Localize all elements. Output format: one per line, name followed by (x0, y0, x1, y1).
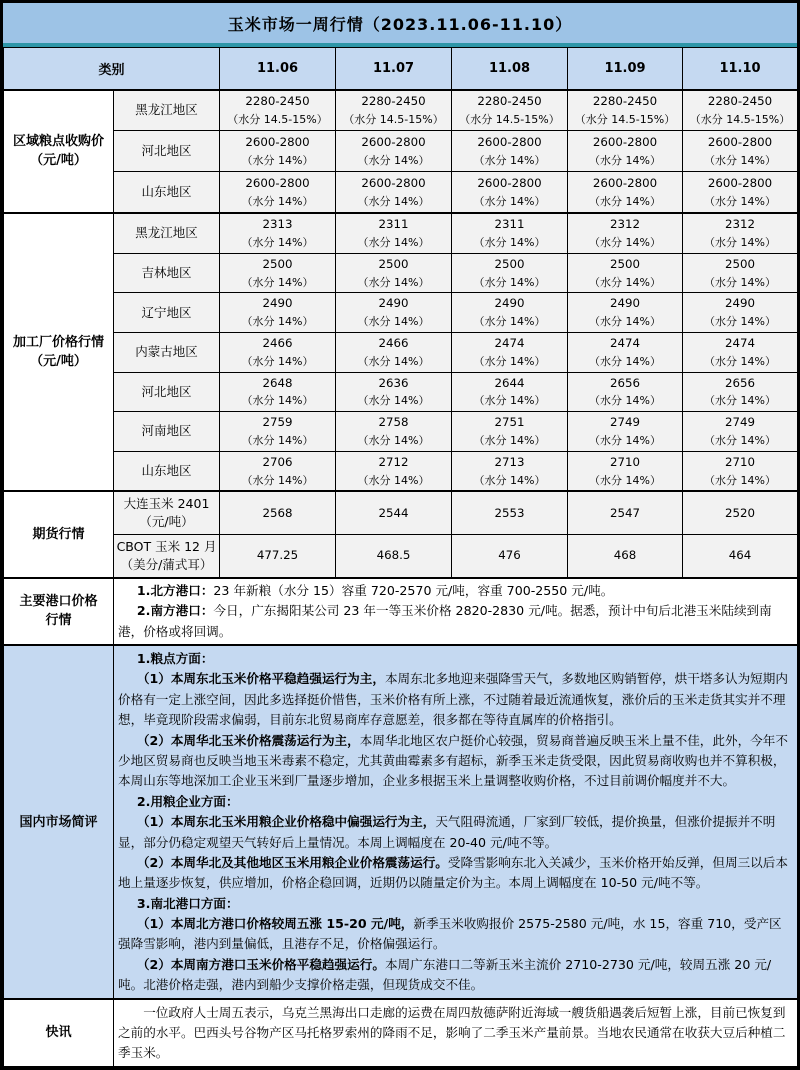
moisture-note: （水分 14%） (589, 434, 661, 448)
section-label-ports: 主要港口价格 行情 (4, 578, 114, 645)
price-value: 468 (613, 548, 637, 563)
moisture-note: （水分 14%） (357, 194, 430, 208)
moisture-note: （水分 14%） (357, 235, 430, 249)
price-value: 2553 (494, 505, 525, 520)
moisture-note: （水分 14%） (473, 434, 546, 448)
price-cell (220, 491, 336, 534)
category-header: 类别 (4, 48, 220, 90)
row-label: 内蒙古地区 (114, 332, 220, 372)
price-cell (336, 293, 452, 333)
price-cell (336, 131, 452, 172)
price-value: 2600-2800 (361, 135, 426, 150)
price-cell (683, 412, 798, 452)
paragraph: （1）本周东北玉米用粮企业价格稳中偏强运行为主，天气阻碍流通，厂家到厂较低，提价换量，但涨价提振并不明显，部分仍稳定观望天气转好后上量情况。本周上调幅度在 20-40 元/吨不等。 (118, 814, 776, 850)
price-cell (336, 412, 452, 452)
price-cell (568, 172, 683, 213)
price-cell (336, 372, 452, 412)
price-cell (568, 372, 683, 412)
date-header-5: 11.10 (683, 48, 798, 90)
price-cell (568, 253, 683, 293)
table-row (4, 213, 798, 253)
price-cell (452, 253, 568, 293)
price-cell (568, 535, 683, 578)
price-value: 2600-2800 (245, 135, 310, 150)
header-row (4, 48, 798, 90)
paragraph: （2）本周南方港口玉米价格平稳趋强运行。本周广东港口二等新玉米主流价 2710-2730 元/吨，较周五涨 20 元/吨。北港价格走强，港内到船少支撑价格走强，但现货成交不佳。 (118, 956, 772, 993)
price-cell (568, 332, 683, 372)
page-title: 玉米市场一周行情（2023.11.06-11.10） (3, 3, 797, 43)
price-value: 476 (498, 548, 521, 563)
price-cell (336, 90, 452, 131)
price-value: 2500 (494, 256, 525, 271)
paragraph: （1）本周北方港口价格较周五涨 15-20 元/吨，新季玉米收购报价 2575-2580 元/吨，水 15，容重 710，受产区强降雪影响，港内到量偏低，且港存不足，价格偏强运行。 (118, 916, 782, 952)
section-label-review: 国内市场简评 (4, 645, 114, 999)
price-cell (452, 451, 568, 491)
row-label: 河北地区 (114, 372, 220, 412)
moisture-note: （水分 14%） (589, 394, 661, 408)
row-label: 山东地区 (114, 172, 220, 213)
price-cell (336, 172, 452, 213)
paragraph: （1）本周东北玉米价格平稳趋强运行为主，本周东北多地迎来强降雪天气，多数地区购销暂停，烘干塔多认为短期内价格有一定上涨空间，因此多选择挺价惜售，玉米价格有所上涨，不过随着最近流通恢复，涨价后的玉米走货其实并不理想，毕竟现阶段需求偏弱，目前东北贸易商库存意愿差，很多都在等待直属库的价格指引。 (118, 671, 788, 728)
news-content (114, 999, 798, 1066)
price-value: 2466 (262, 335, 293, 350)
price-cell (220, 213, 336, 253)
price-cell (336, 253, 452, 293)
date-header-2: 11.07 (336, 48, 452, 90)
price-cell (336, 491, 452, 534)
moisture-note: （水分 14%） (589, 153, 661, 167)
table-row (4, 90, 798, 131)
price-cell (683, 491, 798, 534)
price-cell (568, 412, 683, 452)
moisture-note: （水分 14%） (357, 473, 430, 487)
moisture-note: （水分 14%） (473, 194, 546, 208)
price-value: 2568 (262, 505, 293, 520)
price-cell (452, 131, 568, 172)
row-label: 辽宁地区 (114, 293, 220, 333)
row-label: 黑龙江地区 (114, 213, 220, 253)
table-row (4, 131, 798, 172)
moisture-note: （水分 14%） (473, 235, 546, 249)
table-row (4, 372, 798, 412)
price-value: 2656 (610, 375, 641, 390)
section-label-futures: 期货行情 (4, 491, 114, 577)
moisture-note: （水分 14%） (704, 394, 776, 408)
moisture-note: （水分 14%） (704, 194, 776, 208)
table-row (4, 999, 798, 1066)
moisture-note: （水分 14%） (704, 473, 776, 487)
price-value: 2600-2800 (707, 135, 773, 150)
moisture-note: （水分 14.5-15%） (689, 112, 791, 126)
price-value: 2280-2450 (592, 94, 658, 109)
price-cell (683, 172, 798, 213)
price-cell (452, 90, 568, 131)
table-row (4, 172, 798, 213)
review-content (114, 645, 798, 999)
price-cell (452, 213, 568, 253)
paragraph: 3.南北港口方面： (136, 895, 239, 911)
price-value: 2280-2450 (707, 94, 773, 109)
moisture-note: （水分 14%） (704, 434, 776, 448)
price-cell (452, 535, 568, 578)
section-label-grain: 区域粮点收购价 （元/吨） (4, 90, 114, 214)
moisture-note: （水分 14%） (704, 275, 776, 289)
moisture-note: （水分 14%） (241, 434, 314, 448)
moisture-note: （水分 14%） (589, 235, 661, 249)
moisture-note: （水分 14.5-15%） (574, 112, 676, 126)
price-value: 2311 (378, 217, 409, 232)
price-value: 2749 (725, 415, 756, 430)
price-value: 2600-2800 (477, 135, 542, 150)
moisture-note: （水分 14%） (704, 153, 776, 167)
price-value: 2600-2800 (592, 135, 658, 150)
moisture-note: （水分 14%） (241, 275, 314, 289)
moisture-note: （水分 14%） (241, 315, 314, 329)
price-value: 2474 (610, 335, 641, 350)
row-label: 山东地区 (114, 451, 220, 491)
moisture-note: （水分 14%） (241, 473, 314, 487)
price-value: 2490 (725, 296, 756, 311)
paragraph: 一位政府人士周五表示，乌克兰黑海出口走廊的运费在周四敖德萨附近海域一艘货船遇袭后短暂上涨，目前已恢复到之前的水平。巴西头号谷物产区马托格罗索州的降雨不足，影响了二季玉米产量前景。当地农民通常在收获大豆后种植二季玉米。 (118, 1004, 786, 1061)
moisture-note: （水分 14%） (357, 434, 430, 448)
price-value: 468.5 (376, 548, 411, 563)
moisture-note: （水分 14%） (473, 315, 546, 329)
paragraph: 1.北方港口：23 年新粮（水分 15）容重 720-2570 元/吨，容重 700-2550 元/吨。 (136, 582, 614, 598)
date-header-4: 11.09 (568, 48, 683, 90)
price-value: 2500 (378, 256, 409, 271)
moisture-note: （水分 14%） (589, 354, 661, 368)
price-value: 2600-2800 (477, 175, 542, 190)
date-header-3: 11.08 (452, 48, 568, 90)
price-value: 2644 (494, 375, 525, 390)
moisture-note: （水分 14%） (357, 354, 430, 368)
table-row (4, 491, 798, 534)
price-value: 2712 (378, 454, 409, 469)
price-cell (220, 90, 336, 131)
row-label: 黑龙江地区 (114, 90, 220, 131)
price-value: 2710 (725, 454, 756, 469)
price-cell (683, 90, 798, 131)
ports-content (114, 578, 798, 645)
table-row (4, 332, 798, 372)
moisture-note: （水分 14%） (589, 473, 661, 487)
price-cell (336, 451, 452, 491)
price-cell (336, 332, 452, 372)
price-value: 2280-2450 (477, 94, 542, 109)
price-cell (568, 293, 683, 333)
row-label: 大连玉米 2401 （元/吨） (114, 491, 220, 534)
moisture-note: （水分 14%） (589, 275, 661, 289)
price-value: 2656 (725, 375, 756, 390)
price-value: 2466 (378, 335, 409, 350)
moisture-note: （水分 14%） (241, 153, 314, 167)
price-cell (683, 372, 798, 412)
paragraph: （2）本周华北及其他地区玉米用粮企业价格震荡运行。受降雪影响东北入关减少，玉米价格开始反弹，但周三以后本地上量逐步恢复，供应增加，价格企稳回调，近期仍以随量定价为主。本周上调幅度在 10-50 元/吨不等。 (118, 854, 788, 891)
moisture-note: （水分 14%） (357, 275, 430, 289)
price-cell (568, 131, 683, 172)
price-cell (568, 451, 683, 491)
price-value: 2490 (378, 296, 409, 311)
price-value: 2500 (610, 256, 641, 271)
price-value: 2600-2800 (592, 175, 658, 190)
moisture-note: （水分 14%） (241, 354, 314, 368)
price-cell (452, 293, 568, 333)
moisture-note: （水分 14%） (357, 394, 430, 408)
row-label: 河南地区 (114, 412, 220, 452)
moisture-note: （水分 14%） (357, 153, 430, 167)
price-value: 464 (728, 548, 752, 563)
price-value: 2600-2800 (245, 175, 310, 190)
price-cell (220, 293, 336, 333)
price-cell (452, 332, 568, 372)
price-value: 2500 (725, 256, 756, 271)
price-value: 2648 (262, 375, 293, 390)
moisture-note: （水分 14%） (473, 275, 546, 289)
price-value: 2313 (262, 217, 293, 232)
price-value: 2280-2450 (245, 94, 310, 109)
price-value: 2759 (262, 415, 293, 430)
table-row (4, 412, 798, 452)
moisture-note: （水分 14%） (241, 235, 314, 249)
price-cell (683, 293, 798, 333)
table-row (4, 645, 798, 999)
price-cell (568, 213, 683, 253)
price-value: 2500 (262, 256, 293, 271)
moisture-note: （水分 14%） (473, 394, 546, 408)
price-cell (452, 172, 568, 213)
moisture-note: （水分 14%） (241, 194, 314, 208)
price-value: 2706 (262, 454, 293, 469)
price-value: 2751 (494, 415, 525, 430)
price-value: 2710 (610, 454, 641, 469)
price-cell (452, 491, 568, 534)
price-cell (452, 372, 568, 412)
moisture-note: （水分 14.5-15%） (343, 112, 444, 126)
price-cell (452, 412, 568, 452)
moisture-note: （水分 14%） (473, 354, 546, 368)
price-value: 2713 (494, 454, 525, 469)
price-value: 2600-2800 (361, 175, 426, 190)
price-cell (683, 535, 798, 578)
date-header-1: 11.06 (220, 48, 336, 90)
price-cell (568, 90, 683, 131)
price-cell (220, 372, 336, 412)
price-cell (220, 172, 336, 213)
moisture-note: （水分 14%） (704, 315, 776, 329)
moisture-note: （水分 14%） (357, 315, 430, 329)
row-label: 吉林地区 (114, 253, 220, 293)
price-cell (683, 253, 798, 293)
price-value: 2520 (725, 505, 756, 520)
table-row (4, 253, 798, 293)
moisture-note: （水分 14%） (589, 315, 661, 329)
price-value: 2312 (725, 217, 756, 232)
price-cell (220, 451, 336, 491)
price-value: 2600-2800 (707, 175, 773, 190)
table-row (4, 535, 798, 578)
price-cell (220, 131, 336, 172)
price-value: 2490 (494, 296, 525, 311)
moisture-note: （水分 14%） (704, 354, 776, 368)
price-value: 2490 (610, 296, 641, 311)
table-row (4, 451, 798, 491)
price-value: 2749 (610, 415, 641, 430)
price-cell (220, 535, 336, 578)
table-row (4, 578, 798, 645)
price-cell (220, 332, 336, 372)
price-cell (683, 131, 798, 172)
price-value: 2490 (262, 296, 293, 311)
paragraph: 2.用粮企业方面： (136, 793, 239, 809)
table-row (4, 293, 798, 333)
section-label-factory: 加工厂价格行情 （元/吨） (4, 213, 114, 491)
price-cell (336, 213, 452, 253)
section-label-news: 快讯 (4, 999, 114, 1066)
moisture-note: （水分 14.5-15%） (227, 112, 328, 126)
price-value: 2474 (725, 335, 756, 350)
row-label: 河北地区 (114, 131, 220, 172)
row-label: CBOT 玉米 12 月 （美分/蒲式耳） (114, 535, 220, 578)
moisture-note: （水分 14%） (589, 194, 661, 208)
price-value: 2544 (378, 505, 409, 520)
price-value: 2758 (378, 415, 409, 430)
price-value: 2547 (610, 505, 641, 520)
price-cell (683, 451, 798, 491)
price-value: 477.25 (256, 548, 299, 563)
price-value: 2636 (378, 375, 409, 390)
moisture-note: （水分 14%） (241, 394, 314, 408)
price-value: 2474 (494, 335, 525, 350)
price-cell (683, 332, 798, 372)
paragraph: （2）本周华北玉米价格震荡运行为主，本周华北地区农户挺价心较强，贸易商普遍反映玉米上量不佳，此外，今年不少地区贸易商也反映当地玉米毒素不稳定，尤其黄曲霉素多有超标，新季玉米走货受限，因此贸易商收购也并不算积极，本周山东等地深加工企业玉米到厂量逐步增加，企业多根据玉米上量调整收购价格，不过目前调价幅度并不大。 (118, 732, 788, 789)
price-cell (683, 213, 798, 253)
price-table (3, 47, 798, 1067)
price-cell (220, 412, 336, 452)
moisture-note: （水分 14%） (704, 235, 776, 249)
moisture-note: （水分 14.5-15%） (459, 112, 560, 126)
moisture-note: （水分 14%） (473, 473, 546, 487)
price-cell (336, 535, 452, 578)
paragraph: 1.粮点方面： (136, 650, 214, 666)
price-value: 2312 (610, 217, 641, 232)
moisture-note: （水分 14%） (473, 153, 546, 167)
price-cell (220, 253, 336, 293)
price-value: 2311 (494, 217, 525, 232)
price-cell (568, 491, 683, 534)
price-value: 2280-2450 (361, 94, 426, 109)
paragraph: 2.南方港口：今日，广东揭阳某公司 23 年一等玉米价格 2820-2830 元/吨。据悉，预计中旬后北港玉米陆续到南港，价格或将回调。 (118, 603, 772, 639)
